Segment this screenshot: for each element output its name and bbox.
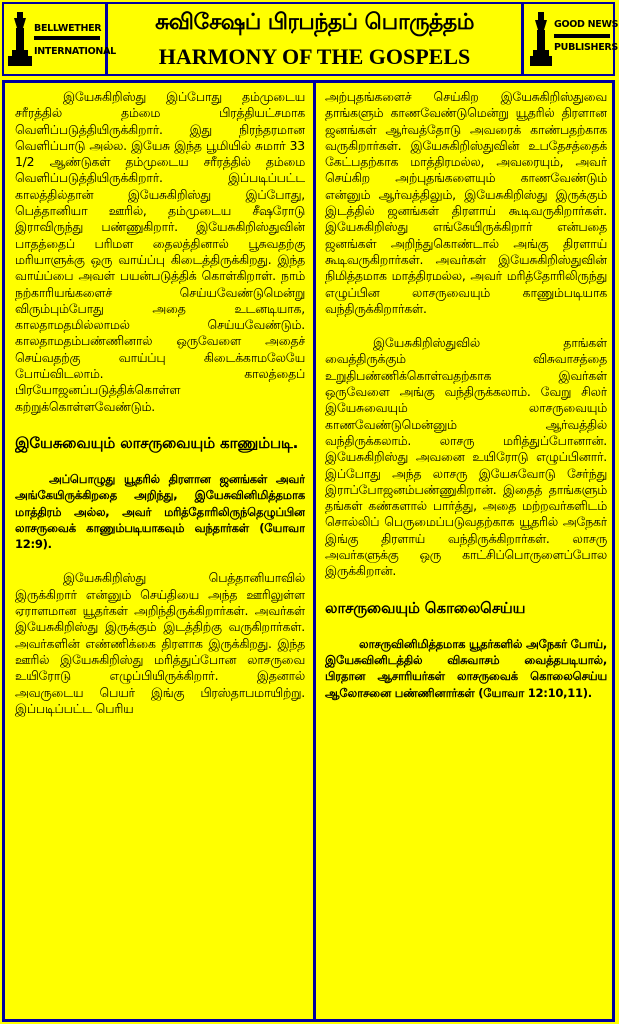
logo-left-bar [34,36,100,40]
right-paragraph-2: இயேசுகிறிஸ்துவில் தாங்கள் வைத்திருக்கும் விசுவாசத்தை உறுதிபண்ணிக்கொள்வதற்காக இவர்கள் ஒருவேளை அங்கு வந்திருக்கலாம். வேறு சிலர் இயேசுவையும் லாசருவையும் காணவேண்டுமென்னும் ஆர்வத்தில் வந்திருக்கலாம். லாசரு மரித்துப்போனான். இயேசுகிறிஸ்து அவனை உயிரோடு எழுப்பினார். இப்போது அந்த லாசரு இயேசுவோடு சேர்ந்து இராப்போஜனம்பண்ணுகிறான். இதைத் தாங்களும் தங்கள் கண்களால் பார்த்து, அதை மற்றவர்களிடம் சொல்லிப் பெருமைப்படுவதற்காக யூதரில் அநேகர் இங்கு திரளாய் வந்திருக்கிறார்கள். லாசரு அவர்களுக்கு ஒரு காட்சிப்பொருளைப்போல இருக்கிறான். [325,335,607,579]
logo-right-line2: PUBLISHERS [554,42,618,53]
bell-tower-icon [8,12,32,68]
page-title-english: HARMONY OF THE GOSPELS [158,44,471,69]
logo-right-line1: GOOD NEWS [554,19,619,30]
content-columns [2,80,615,1022]
right-column [325,89,607,1017]
title-block [108,4,521,74]
page-header [2,2,619,76]
right-paragraph-1: அற்புதங்களைச் செய்கிற இயேசுகிறிஸ்துவை தாங்களும் காணவேண்டுமென்று யூதரில் திரளான ஜனங்கள் ஆர்வத்தோடு அவரைக் காண்பதற்காக வருகிறார்கள். இயேசுகிறிஸ்துவின் உபதேசத்தைக் கேட்பதற்காக மாத்திரமல்ல, அவரையும், அவர் செய்கிற அற்புதங்களையும் காணவேண்டும் என்னும் ஆர்வத்திலும், இயேசுகிறிஸ்து இருக்கும் இடத்தில் ஜனங்கள் திரளாய் கூடிவருகிறார்கள். இயேசுகிறிஸ்து எங்கேயிருக்கிறார் என்பதை ஜனங்கள் அறிந்துகொண்டால் அங்கு திரளாய் கூடிவருகிறார்கள். அவர்கள் இயேசுகிறிஸ்துவின் நிமித்தமாக மாத்திரமல்ல, அவர் மரித்தோரிலிருந்து எழுப்பின லாசருவையும் காணும்படியாக வந்திருக்கிறார்கள். [325,89,607,316]
tower-icon [530,12,552,68]
page-title-tamil: சுவிசேஷப் பிரபந்தப் பொருத்தம் [155,10,474,35]
bellwether-logo [4,4,116,74]
left-paragraph-1: இயேசுகிறிஸ்து இப்போது தம்முடைய சரீரத்தில் தம்மை பிரத்தியட்சமாக வெளிப்படுத்தியிருக்கிறார். இது நிரந்தரமான வெளிப்பாடு அல்ல. இயேசு இந்த பூமியில் சுமார் 33 1/2 ஆண்டுகள் தம்முடைய சரீரத்தில் தம்மை வெளிப்படுத்தியிருக்கிறார். இப்படிப்பட்ட காலத்தில்தான் இயேசுகிறிஸ்து இப்போது, பெத்தானியா ஊரில், தம்முடைய சீஷரோடு இராவிருந்து பண்ணுகிறார். இயேசுகிறிஸ்துவின் பாதத்தைப் பரிமள தைலத்தினால் பூசுவதற்கு மரியாளுக்கு ஒரு வாய்ப்பு கிடைத்திருக்கிறது. இந்த வாய்ப்பை அவள் பயன்படுத்திக் கொள்கிறாள். நாம் நற்காரியங்களைச் செய்யவேண்டுமென்று விரும்பும்போது அதை உடனடியாக, காலதாமதமில்லாமல் செய்யவேண்டும். காலதாமதம்பண்ணினால் ஒருவேளை அதைச் செய்வதற்கு வாய்ப்பு கிடைக்காமலேயே போய்விடலாம். காலத்தைப் பிரயோஜனப்படுத்திக்கொள்ள கற்றுக்கொள்ளவேண்டும். [15,89,305,414]
good-news-logo [521,4,619,74]
left-scripture-quote: அப்பொழுது யூதரில் திரளான ஜனங்கள் அவர் அங்கேயிருக்கிறதை அறிந்து, இயேசுவினிமித்தமாக மாத்திரம் அல்ல, அவர் மரித்தோரிலிருந்தெழுப்பின லாசருவைக் காணும்படியாகவும் வந்தார்கள் (யோவா 12:9). [15,471,305,552]
column-divider [313,83,316,1019]
left-column [15,89,305,1017]
logo-left-line1: BELLWETHER [34,23,102,34]
logo-left-line2: INTERNATIONAL [34,46,116,57]
right-scripture-quote: லாசருவினிமித்தமாக யூதர்களில் அநேகர் போய், இயேசுவினிடத்தில் விசுவாசம் வைத்தபடியால், பிரதான ஆசாரியர்கள் லாசருவைக் கொலைசெய்ய ஆலோசனை பண்ணினார்கள் (யோவா 12:10,11). [325,636,607,700]
logo-right-bar [554,34,610,38]
left-section-heading: இயேசுவையும் லாசருவையும் காணும்படி. [15,433,299,452]
left-paragraph-2: இயேசுகிறிஸ்து பெத்தானியாவில் இருக்கிறார் என்னும் செய்தியை அந்த ஊரிலுள்ள ஏராளமான யூதர்கள் அறிந்திருக்கிறார்கள். அவர்கள் இயேசுகிறிஸ்து இருக்கும் இடத்திற்கு வருகிறார்கள். அவர்களின் எண்ணிக்கை திரளாக இருக்கிறது. இந்த ஊரில் இயேசுகிறிஸ்து மரித்துப்போன லாசருவை உயிரோடு எழுப்பியிருக்கிறார். இதனால் அவருடைய பெயர் இங்கு பிரஸ்தாபமாயிற்று. இப்படிப்பட்ட பெரிய [15,570,305,716]
right-section-heading: லாசருவையும் கொலைசெய்ய [325,598,526,617]
